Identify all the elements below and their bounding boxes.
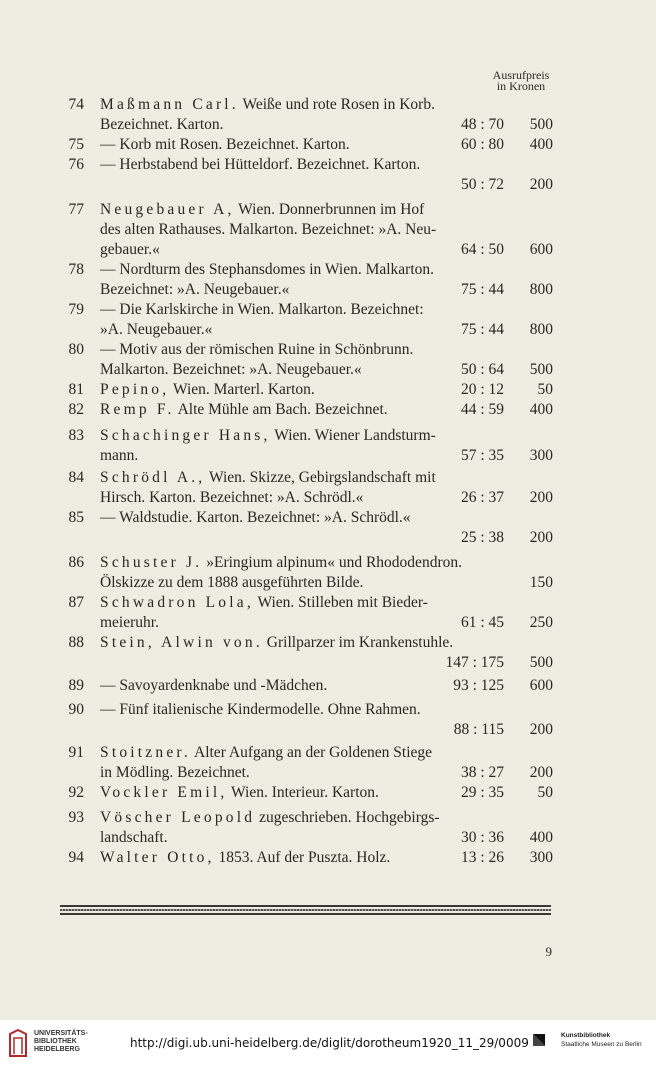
artwork-description: Grillparzer im Krankenstuhle. [262,634,454,651]
artist-name: Stoitzner. [100,744,191,761]
dimensions: 48 : 70 [460,116,504,133]
entry-text: — Savoyardenknabe und -Mädchen. [100,677,328,694]
catalogue-entry [0,848,656,868]
catalogue-entry [0,200,656,260]
entry-text [100,808,440,828]
entry-text: Malkarton. Bezeichnet: »A. Neugebauer.« [100,361,362,378]
starting-price: 200 [529,489,553,506]
dimensions: 26 : 37 [460,489,504,506]
entry-line [0,700,656,720]
entry-text: Bezeichnet. Karton. [100,116,224,133]
entry-text [100,380,315,400]
dimensions: 61 : 45 [460,614,504,631]
entry-text [100,95,435,115]
starting-price: 300 [529,447,553,464]
dimensions: 75 : 44 [460,321,504,338]
entry-text: — Herbstabend bei Hütteldorf. Bezeichnet. Karton. [100,156,421,173]
dimensions: 147 : 175 [445,654,504,671]
starting-price: 400 [529,401,553,418]
kunstbibliothek-logo-icon [532,1033,546,1047]
entry-line [0,468,656,488]
artwork-description: 1853. Auf der Puszta. Holz. [214,849,391,866]
catalogue-entry [0,260,656,300]
catalogue-entry [0,593,656,633]
university-library-name: UNIVERSITÄTS- BIBLIOTHEK HEIDELBERG [34,1030,88,1053]
lot-number: 90 [68,701,84,718]
entry-line [0,95,656,115]
page-number: 9 [545,944,552,959]
entry-text [100,743,432,763]
catalogue-entry [0,508,656,548]
catalogue-entry [0,380,656,400]
starting-price: 50 [537,381,553,398]
lot-number: 79 [68,301,84,318]
dimensions: 50 : 72 [460,176,504,193]
entry-text: — Die Karlskirche in Wien. Malkarton. Bezeichnet: [100,301,424,318]
decorative-rule [60,905,551,915]
entry-text [100,593,428,613]
entry-text: Hirsch. Karton. Bezeichnet: »A. Schrödl.« [100,489,364,506]
catalogue-entry [0,783,656,803]
entry-line [0,360,656,380]
entry-line [0,446,656,466]
lot-number: 82 [68,401,84,418]
entry-text [100,426,436,446]
entry-text [100,783,379,803]
entry-line [0,720,656,740]
catalogue-entry [0,633,656,673]
artist-name: Schachinger Hans, [100,427,271,444]
entry-line [0,676,656,696]
catalogue-entry [0,700,656,740]
lot-number: 80 [68,341,84,358]
entry-line [0,155,656,175]
dimensions: 44 : 59 [460,401,504,418]
entry-line [0,573,656,593]
dimensions: 13 : 26 [460,849,504,866]
lot-number: 91 [68,744,84,761]
lot-number: 78 [68,261,84,278]
starting-price: 500 [529,654,553,671]
catalogue-entry [0,340,656,380]
starting-price: 50 [537,784,553,801]
entry-line [0,593,656,613]
artist-name: Neugebauer A, [100,201,235,218]
entry-text [100,200,424,220]
entry-line [0,200,656,220]
entry-text: — Waldstudie. Karton. Bezeichnet: »A. Schrödl.« [100,509,411,526]
lot-number: 77 [68,201,84,218]
catalogue-entry [0,808,656,848]
catalogue-entry [0,400,656,420]
entry-line [0,135,656,155]
lot-number: 81 [68,381,84,398]
entry-text [100,553,462,573]
catalogue-entry [0,135,656,155]
starting-price: 500 [529,116,553,133]
entry-text: in Mödling. Bezeichnet. [100,764,250,781]
header-line-1: Ausrufpreis [492,68,550,82]
lot-number: 86 [68,554,84,571]
dimensions: 93 : 125 [453,677,504,694]
entry-line [0,808,656,828]
starting-price: 200 [529,764,553,781]
permalink-url[interactable]: http://digi.ub.uni-heidelberg.de/diglit/dorotheum1920_11_29/0009 [130,1036,529,1050]
entry-line [0,320,656,340]
starting-price: 300 [529,849,553,866]
artist-name: Pepino, [100,381,170,398]
starting-price: 600 [529,677,553,694]
entry-text: — Korb mit Rosen. Bezeichnet. Karton. [100,136,350,153]
dimensions: 50 : 64 [460,361,504,378]
artwork-description: »Eringium alpinum« und Rhododendron. [202,554,462,571]
entry-line [0,280,656,300]
artwork-description: Wien. Marterl. Karton. [169,381,315,398]
starting-price: 600 [529,241,553,258]
lot-number: 94 [68,849,84,866]
entry-line [0,613,656,633]
lot-number: 85 [68,509,84,526]
artwork-description: Weiße und rote Rosen in Korb. [238,96,435,113]
entry-text: Bezeichnet: »A. Neugebauer.« [100,281,290,298]
starting-price: 400 [529,829,553,846]
entry-line [0,300,656,320]
artwork-description: Wien. Stilleben mit Bieder- [253,594,428,611]
catalogue-entry [0,300,656,340]
price-column-header [434,70,554,92]
entry-text: landschaft. [100,829,168,846]
starting-price: 400 [529,136,553,153]
dimensions: 60 : 80 [460,136,504,153]
entry-text [100,848,390,868]
artwork-description: Wien. Donnerbrunnen im Hof [234,201,425,218]
entry-line [0,240,656,260]
entry-line [0,508,656,528]
lot-number: 92 [68,784,84,801]
artist-name: Walter Otto, [100,849,215,866]
entry-line [0,115,656,135]
entry-line [0,848,656,868]
starting-price: 200 [529,176,553,193]
entry-line [0,528,656,548]
artist-name: Schrödl A., [100,469,206,486]
starting-price: 800 [529,321,553,338]
entry-line [0,488,656,508]
entry-line [0,553,656,573]
entry-text [100,633,453,653]
entry-line [0,380,656,400]
dimensions: 88 : 115 [453,721,504,738]
dimensions: 38 : 27 [460,764,504,781]
dimensions: 57 : 35 [460,447,504,464]
dimensions: 75 : 44 [460,281,504,298]
catalogue-entry [0,553,656,593]
artist-name: Maßmann Carl. [100,96,239,113]
entry-text: meieruhr. [100,614,159,631]
lot-number: 76 [68,156,84,173]
lot-number: 87 [68,594,84,611]
starting-price: 500 [529,361,553,378]
catalogue-entry [0,155,656,195]
university-library-logo-icon [8,1028,28,1058]
artwork-description: Wien. Interieur. Karton. [227,784,379,801]
starting-price: 250 [529,614,553,631]
entry-line [0,828,656,848]
dimensions: 25 : 38 [460,529,504,546]
entry-line [0,633,656,653]
artwork-description: Wien. Skizze, Gebirgslandschaft mit [205,469,436,486]
dimensions: 64 : 50 [460,241,504,258]
starting-price: 150 [529,574,553,591]
dimensions: 29 : 35 [460,784,504,801]
dimensions: 20 : 12 [460,381,504,398]
artist-name: Schuster J. [100,554,203,571]
entry-text [100,400,388,420]
artwork-description: Wien. Wiener Landsturm- [270,427,436,444]
catalogue-entry [0,468,656,508]
starting-price: 800 [529,281,553,298]
artwork-description: Alter Aufgang an der Goldenen Stiege [190,744,433,761]
lot-number: 74 [68,96,84,113]
entry-line [0,426,656,446]
entry-text: — Motiv aus der römischen Ruine in Schönbrunn. [100,341,414,358]
artist-name: Stein, Alwin von. [100,634,263,651]
entry-text: des alten Rathauses. Malkarton. Bezeichnet: »A. Neu- [100,221,437,238]
entry-line [0,260,656,280]
artwork-description: zugeschrieben. Hochgebirgs- [255,809,440,826]
lot-number: 83 [68,427,84,444]
artist-name: Vockler Emil, [100,784,228,801]
header-line-2: in Kronen [496,79,546,93]
entry-text: mann. [100,447,139,464]
entry-text [100,468,436,488]
entry-line [0,400,656,420]
artist-name: Schwadron Lola, [100,594,254,611]
starting-price: 200 [529,529,553,546]
kunstbibliothek-name: Kunstbibliothek Staatliche Museen zu Berlin [561,1032,642,1048]
entry-line [0,743,656,763]
catalogue-entry [0,95,656,135]
catalogue-entry [0,426,656,466]
lot-number: 84 [68,469,84,486]
entry-text: Ölskizze zu dem 1888 ausgeführten Bilde. [100,574,364,591]
entry-line [0,783,656,803]
entry-text: gebauer.« [100,241,160,258]
entry-line [0,340,656,360]
artist-name: Vöscher Leopold [100,809,256,826]
artist-name: Remp F. [100,401,175,418]
viewer-footer [0,1020,656,1068]
entry-text: — Nordturm des Stephansdomes in Wien. Malkarton. [100,261,435,278]
entry-line [0,653,656,673]
entry-text: »A. Neugebauer.« [100,321,213,338]
lot-number: 75 [68,136,84,153]
artwork-description: Alte Mühle am Bach. Bezeichnet. [174,401,388,418]
entry-line [0,220,656,240]
lot-number: 89 [68,677,84,694]
entry-line [0,175,656,195]
entry-text: — Fünf italienische Kindermodelle. Ohne Rahmen. [100,701,421,718]
starting-price: 200 [529,721,553,738]
lot-number: 88 [68,634,84,651]
dimensions: 30 : 36 [460,829,504,846]
catalogue-entry [0,743,656,783]
lot-number: 93 [68,809,84,826]
catalogue-entry [0,676,656,696]
entry-line [0,763,656,783]
